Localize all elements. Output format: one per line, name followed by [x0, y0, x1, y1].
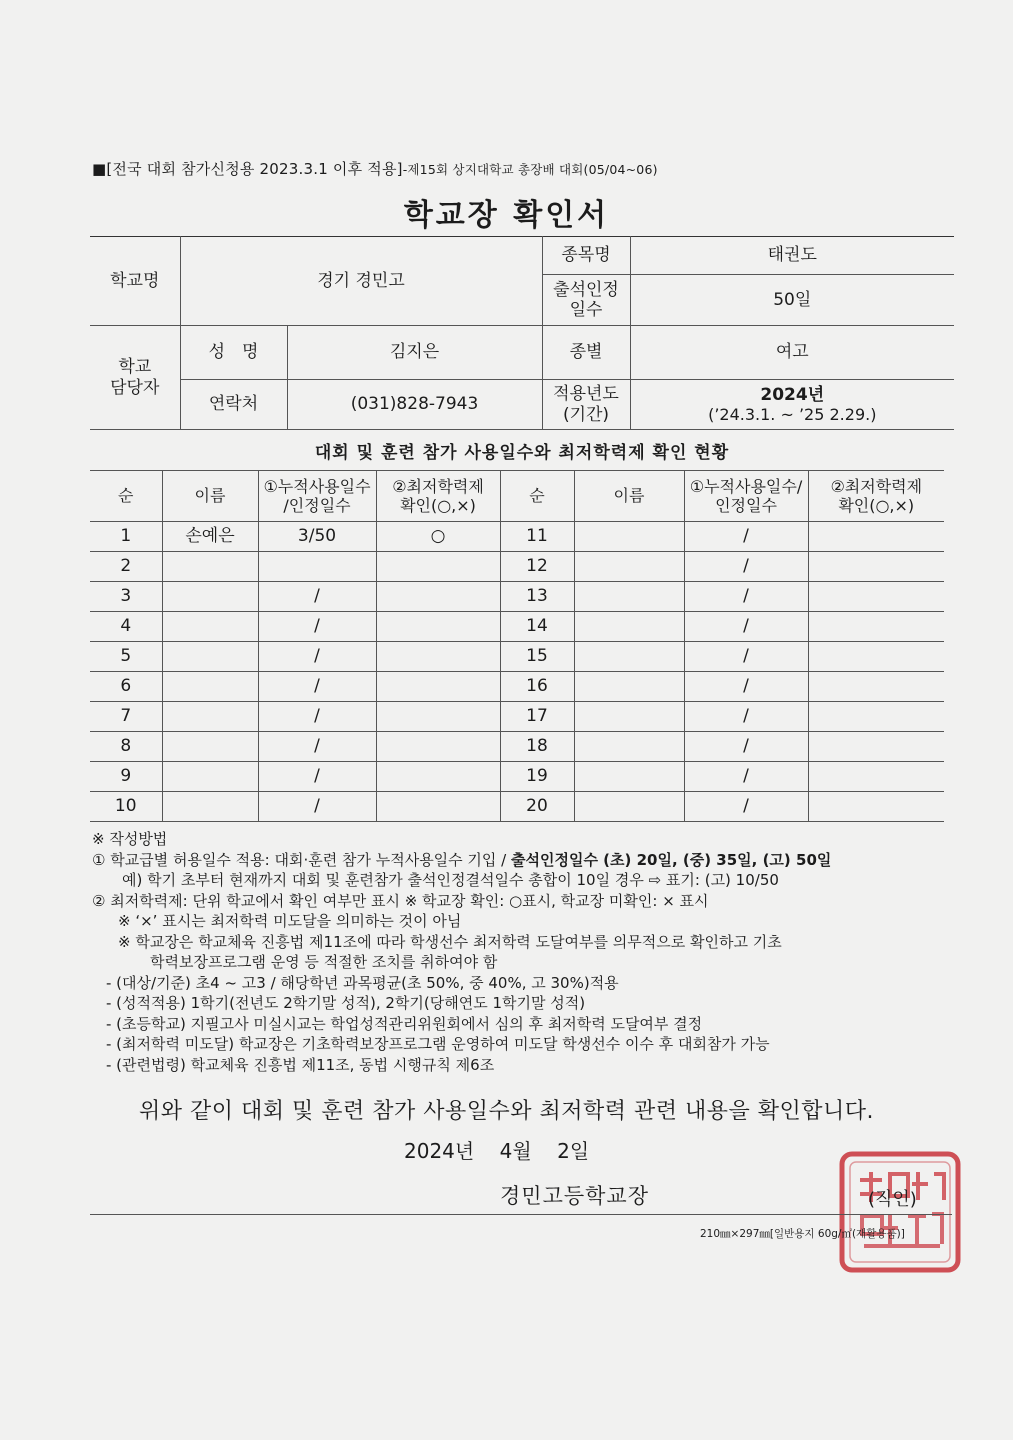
row-check	[376, 732, 500, 762]
row-days: /	[258, 612, 376, 642]
row-no-right: 16	[500, 672, 574, 702]
gender-label: 종별	[542, 326, 630, 380]
paper-spec-footnote: 210㎜×297㎜[일반용지 60g/㎡(재활용품)]	[700, 1228, 905, 1240]
date-month: 4월	[499, 1139, 532, 1163]
col-header-check	[376, 471, 500, 522]
contact-label: 연락처	[180, 380, 287, 430]
row-check	[376, 702, 500, 732]
sport-value: 태권도	[630, 237, 954, 275]
row-days-right: /	[684, 612, 808, 642]
row-days: 3/50	[258, 522, 376, 552]
col-header-days-right-line2: 인정일수	[715, 496, 777, 515]
document-title: 학교장 확인서	[403, 198, 610, 233]
row-days-right: /	[684, 792, 808, 822]
row-days-right: /	[684, 642, 808, 672]
row-no: 4	[90, 612, 162, 642]
staff-label-line2: 담당자	[110, 377, 160, 398]
confirmation-statement: 위와 같이 대회 및 훈련 참가 사용일수와 최저학력 관련 내용을 확인합니다.	[139, 1099, 874, 1124]
row-days: /	[258, 732, 376, 762]
col-header-no: 순	[90, 471, 162, 522]
row-check	[376, 672, 500, 702]
table-row	[90, 762, 944, 792]
form-type-label: ■[전국 대회 참가신청용 2023.3.1 이후 적용]	[92, 160, 403, 178]
note-1-example: 예) 학기 초부터 현재까지 대회 및 훈련참가 출석인정결석일수 총합이 10일 경우 ⇨ 표기: (고) 10/50	[122, 871, 779, 889]
instructions	[92, 829, 831, 1075]
row-name-right	[574, 522, 684, 552]
year-label-line2: (기간)	[562, 404, 610, 425]
row-days	[258, 552, 376, 582]
row-name	[162, 582, 258, 612]
bottom-rule	[90, 1214, 952, 1215]
row-name-right	[574, 732, 684, 762]
year-label-line1: 적용년도	[553, 384, 619, 405]
col-header-days-right	[684, 471, 808, 522]
row-no: 6	[90, 672, 162, 702]
row-name	[162, 702, 258, 732]
row-no-right: 12	[500, 552, 574, 582]
row-name-right	[574, 702, 684, 732]
row-days-right: /	[684, 762, 808, 792]
row-days-right: /	[684, 702, 808, 732]
year-label	[542, 380, 630, 430]
table-row	[90, 642, 944, 672]
year-value	[630, 380, 954, 430]
col-header-days-right-line1: ①누적사용일수/	[689, 476, 803, 496]
detail-1: - (대상/기준) 초4 ~ 고3 / 해당학년 과목평균(초 50%, 중 40%, 고 30%)적용	[106, 973, 619, 992]
row-name-right	[574, 672, 684, 702]
participation-table	[90, 470, 944, 822]
row-days: /	[258, 672, 376, 702]
row-name	[162, 642, 258, 672]
table-row	[90, 702, 944, 732]
official-seal-stamp	[838, 1150, 962, 1274]
attendance-label	[542, 275, 630, 326]
row-check: ○	[376, 522, 500, 552]
col-header-check-right-line2: 확인(○,×)	[838, 496, 915, 515]
detail-5: - (관련법령) 학교체육 진흥법 제11조, 동법 시행규칙 제6조	[106, 1055, 495, 1074]
row-check-right	[808, 552, 944, 582]
table-row	[90, 522, 944, 552]
principal-name: 경민고등학교장	[500, 1184, 650, 1208]
row-no-right: 15	[500, 642, 574, 672]
col-header-no-right: 순	[500, 471, 574, 522]
table-row	[90, 552, 944, 582]
row-days: /	[258, 642, 376, 672]
row-check	[376, 642, 500, 672]
attendance-value: 50일	[630, 275, 954, 326]
col-header-days-line2: /인정일수	[283, 496, 351, 515]
row-check-right	[808, 642, 944, 672]
row-name: 손예은	[162, 522, 258, 552]
note-1	[92, 850, 831, 871]
issue-date	[404, 1135, 589, 1164]
date-day: 2일	[557, 1139, 590, 1163]
row-check	[376, 582, 500, 612]
row-check-right	[808, 612, 944, 642]
row-check	[376, 762, 500, 792]
row-name	[162, 552, 258, 582]
row-check	[376, 792, 500, 822]
gender-value: 여고	[630, 326, 954, 380]
col-header-days	[258, 471, 376, 522]
attendance-label-line2: 일수	[569, 300, 603, 320]
row-name-right	[574, 792, 684, 822]
note-4-cont: 학력보장프로그램 운영 등 적절한 조치를 취하여야 함	[150, 953, 498, 971]
row-check-right	[808, 582, 944, 612]
table-header-row	[90, 471, 944, 522]
info-table	[90, 236, 954, 430]
row-name	[162, 672, 258, 702]
staff-label	[90, 326, 180, 430]
row-days: /	[258, 792, 376, 822]
name-value: 김지은	[287, 326, 542, 380]
detail-4: - (최저학력 미도달) 학교장은 기초학력보장프로그램 운영하여 미도달 학생선수 이수 후 대회참가 가능	[106, 1035, 770, 1053]
seal-label: (직인)	[868, 1189, 917, 1210]
col-header-days-line1: ①누적사용일수	[263, 476, 371, 496]
row-check-right	[808, 762, 944, 792]
col-header-check-line2: 확인(○,×)	[400, 496, 476, 515]
row-check-right	[808, 672, 944, 702]
col-header-name: 이름	[162, 471, 258, 522]
contact-value: (031)828-7943	[287, 380, 542, 430]
note-2: ② 최저학력제: 단위 학교에서 확인 여부만 표시 ※ 학교장 확인: ○표시, 학교장 미확인: × 표시	[92, 891, 709, 910]
table-row	[90, 792, 944, 822]
detail-3: - (초등학교) 지필고사 미실시교는 학업성적관리위원회에서 심의 후 최저학력 도달여부 결정	[106, 1014, 703, 1033]
staff-label-line1: 학교	[118, 357, 152, 378]
event-name: -제15회 상지대학교 총장배 대회(05/04~06)	[402, 162, 658, 177]
table-row	[90, 672, 944, 702]
row-no: 1	[90, 522, 162, 552]
col-header-check-right	[808, 471, 944, 522]
row-no-right: 18	[500, 732, 574, 762]
row-check	[376, 552, 500, 582]
row-days-right: /	[684, 522, 808, 552]
row-no: 3	[90, 582, 162, 612]
col-header-check-line1: ②최저학력제	[392, 476, 484, 496]
notes-heading: ※ 작성방법	[92, 830, 168, 848]
row-no-right: 19	[500, 762, 574, 792]
row-check	[376, 612, 500, 642]
school-value: 경기 경민고	[180, 237, 542, 326]
row-no: 8	[90, 732, 162, 762]
row-days-right: /	[684, 582, 808, 612]
row-name	[162, 732, 258, 762]
col-header-check-right-line1: ②최저학력제	[830, 476, 923, 496]
row-days-right: /	[684, 552, 808, 582]
row-no-right: 14	[500, 612, 574, 642]
row-no-right: 11	[500, 522, 574, 552]
note-4: ※ 학교장은 학교체육 진흥법 제11조에 따라 학생선수 최저학력 도달여부를 의무적으로 확인하고 기초	[118, 932, 782, 951]
row-no-right: 20	[500, 792, 574, 822]
row-check-right	[808, 732, 944, 762]
note-1-bold: 출석인정일수 (초) 20일, (중) 35일, (고) 50일	[511, 850, 832, 869]
note-3: ※ ‘×’ 표시는 최저학력 미도달을 의미하는 것이 아님	[118, 912, 462, 930]
date-year: 2024년	[404, 1139, 475, 1163]
detail-2: - (성적적용) 1학기(전년도 2학기말 성적), 2학기(당해연도 1학기말 성적)	[106, 994, 586, 1012]
row-days: /	[258, 702, 376, 732]
row-days: /	[258, 762, 376, 792]
sport-label: 종목명	[542, 237, 630, 275]
row-no-right: 17	[500, 702, 574, 732]
row-name-right	[574, 582, 684, 612]
row-days-right: /	[684, 732, 808, 762]
year-period: (’24.3.1. ~ ’25 2.29.)	[708, 405, 877, 425]
row-name-right	[574, 612, 684, 642]
col-header-name-right: 이름	[574, 471, 684, 522]
row-check-right	[808, 702, 944, 732]
name-label: 성 명	[180, 326, 287, 380]
row-name-right	[574, 552, 684, 582]
row-no: 10	[90, 792, 162, 822]
row-no: 9	[90, 762, 162, 792]
row-check-right	[808, 522, 944, 552]
row-no-right: 13	[500, 582, 574, 612]
school-label: 학교명	[90, 237, 180, 326]
row-name	[162, 792, 258, 822]
row-days: /	[258, 582, 376, 612]
form-header	[92, 158, 658, 179]
row-no: 2	[90, 552, 162, 582]
row-name	[162, 762, 258, 792]
row-check-right	[808, 792, 944, 822]
row-name-right	[574, 642, 684, 672]
row-days-right: /	[684, 672, 808, 702]
row-name-right	[574, 762, 684, 792]
attendance-label-line1: 출석인정	[553, 279, 619, 300]
table-row	[90, 612, 944, 642]
table-row	[90, 732, 944, 762]
row-no: 7	[90, 702, 162, 732]
section-title: 대회 및 훈련 참가 사용일수와 최저학력제 확인 현황	[314, 443, 730, 463]
row-no: 5	[90, 642, 162, 672]
note-1-text: ① 학교급별 허용일수 적용: 대회·훈련 참가 누적사용일수 기입 /	[92, 850, 511, 869]
table-row	[90, 582, 944, 612]
row-name	[162, 612, 258, 642]
year-value-main: 2024년	[760, 384, 825, 405]
